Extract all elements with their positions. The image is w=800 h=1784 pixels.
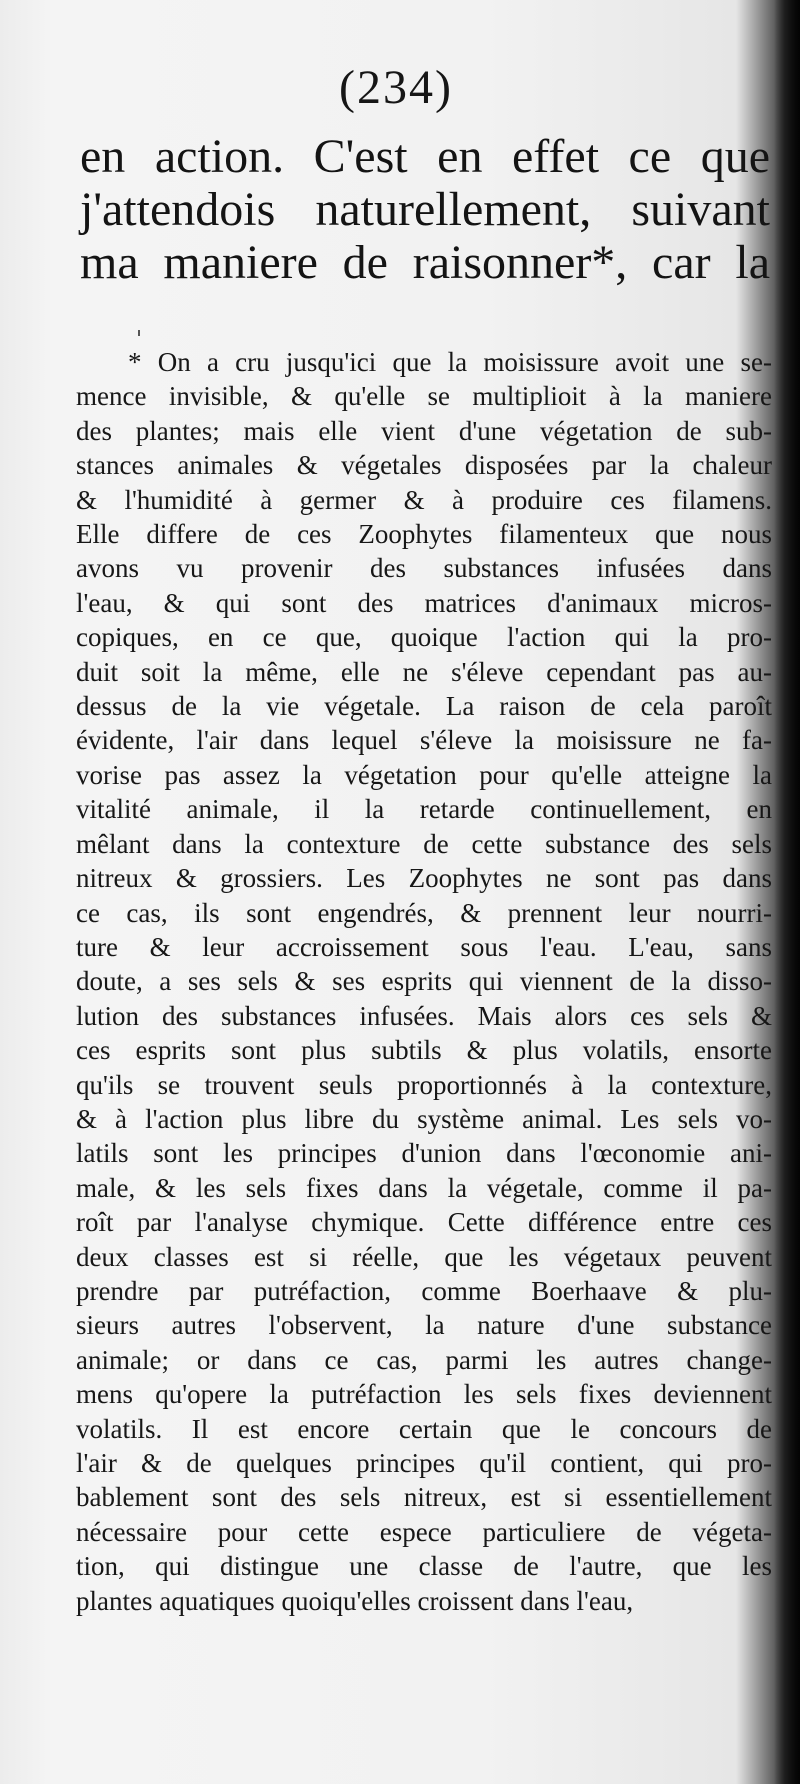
footnote-line: copiques, en ce que, quoique l'action qui la pro-: [76, 622, 772, 653]
footnote-line: l'air & de quelques principes qu'il contient, qui pro-: [76, 1448, 772, 1478]
page-number: (234): [339, 61, 453, 114]
footnote-line: deux classes est si réelle, que les végetaux peuvent: [76, 1241, 772, 1272]
footnote-line: stances animales & végetales disposées par la chaleur: [76, 450, 772, 481]
footnote-line: mence invisible, & qu'elle se multiplioit à la maniere: [76, 381, 772, 412]
footnote-line: évidente, l'air dans lequel s'éleve la moisissure ne fa-: [76, 725, 772, 756]
footnote-line: qu'ils se trouvent seuls proportionnés à la contexture,: [76, 1069, 772, 1100]
footnote-separator-mark: [138, 330, 140, 336]
footnote-line: ce cas, ils sont engendrés, & prennent leur nourri-: [76, 897, 772, 928]
footnote-line: & à l'action plus libre du système animal. Les sels vo-: [76, 1103, 772, 1134]
footnote-line: plantes aquatiques quoiqu'elles croissent dans l'eau,: [76, 1585, 634, 1616]
footnote-line: & l'humidité à germer & à produire ces filamens.: [76, 484, 772, 515]
footnote-line: tion, qui distingue une classe de l'autre, que les: [76, 1551, 772, 1582]
footnote-line: avons vu provenir des substances infusées dans: [76, 553, 772, 584]
main-text-line: j'attendois naturellement, suivant: [80, 183, 770, 236]
footnote-line: doute, a ses sels & ses esprits qui viennent de la disso-: [76, 966, 772, 997]
book-page: [10, 0, 782, 1784]
page-edge-shadow: [774, 0, 800, 1784]
footnote-line: dessus de la vie végetale. La raison de cela paroît: [76, 691, 772, 722]
footnote-line: nécessaire pour cette espece particuliere de végeta-: [76, 1516, 772, 1547]
footnote-line: vorise pas assez la végetation pour qu'elle atteigne la: [76, 759, 772, 790]
footnote-line: roît par l'analyse chymique. Cette différence entre ces: [76, 1207, 772, 1238]
footnote-line: duit soit la même, elle ne s'éleve cependant pas au-: [76, 656, 772, 687]
footnote-line: l'eau, & qui sont des matrices d'animaux micros-: [76, 587, 772, 618]
main-text-line: ma maniere de raisonner*, car la: [80, 236, 770, 289]
footnote-line: prendre par putréfaction, comme Boerhaave & plu-: [76, 1275, 772, 1306]
footnote-line: vitalité animale, il la retarde continuellement, en: [76, 794, 772, 825]
footnote-line: * On a cru jusqu'ici que la moisissure avoit une se-: [128, 347, 772, 377]
footnote-line: des plantes; mais elle vient d'une végetation de sub-: [76, 415, 772, 446]
footnote-line: mens qu'opere la putréfaction les sels fixes deviennent: [76, 1379, 772, 1410]
footnote-line: sieurs autres l'observent, la nature d'une substance: [76, 1310, 772, 1341]
footnote-line: lution des substances infusées. Mais alors ces sels &: [76, 1000, 772, 1031]
main-text: [80, 130, 770, 289]
footnote-line: male, & les sels fixes dans la végetale, comme il pa-: [76, 1172, 772, 1203]
footnote-line: ture & leur accroissement sous l'eau. L'eau, sans: [76, 931, 772, 962]
footnote-line: animale; or dans ce cas, parmi les autres change-: [76, 1344, 772, 1375]
footnote-line: latils sont les principes d'union dans l'œconomie ani-: [76, 1138, 772, 1169]
footnote-line: Elle differe de ces Zoophytes filamenteux que nous: [76, 519, 772, 550]
footnote-line: volatils. Il est encore certain que le concours de: [76, 1413, 772, 1444]
footnote-line: bablement sont des sels nitreux, est si essentiellement: [76, 1482, 772, 1513]
main-text-line: en action. C'est en effet ce que: [80, 130, 770, 183]
footnote-line: mêlant dans la contexture de cette substance des sels: [76, 828, 772, 859]
footnote-line: ces esprits sont plus subtils & plus volatils, ensorte: [76, 1035, 772, 1066]
footnote: [76, 345, 772, 1618]
footnote-line: nitreux & grossiers. Les Zoophytes ne sont pas dans: [76, 863, 772, 894]
